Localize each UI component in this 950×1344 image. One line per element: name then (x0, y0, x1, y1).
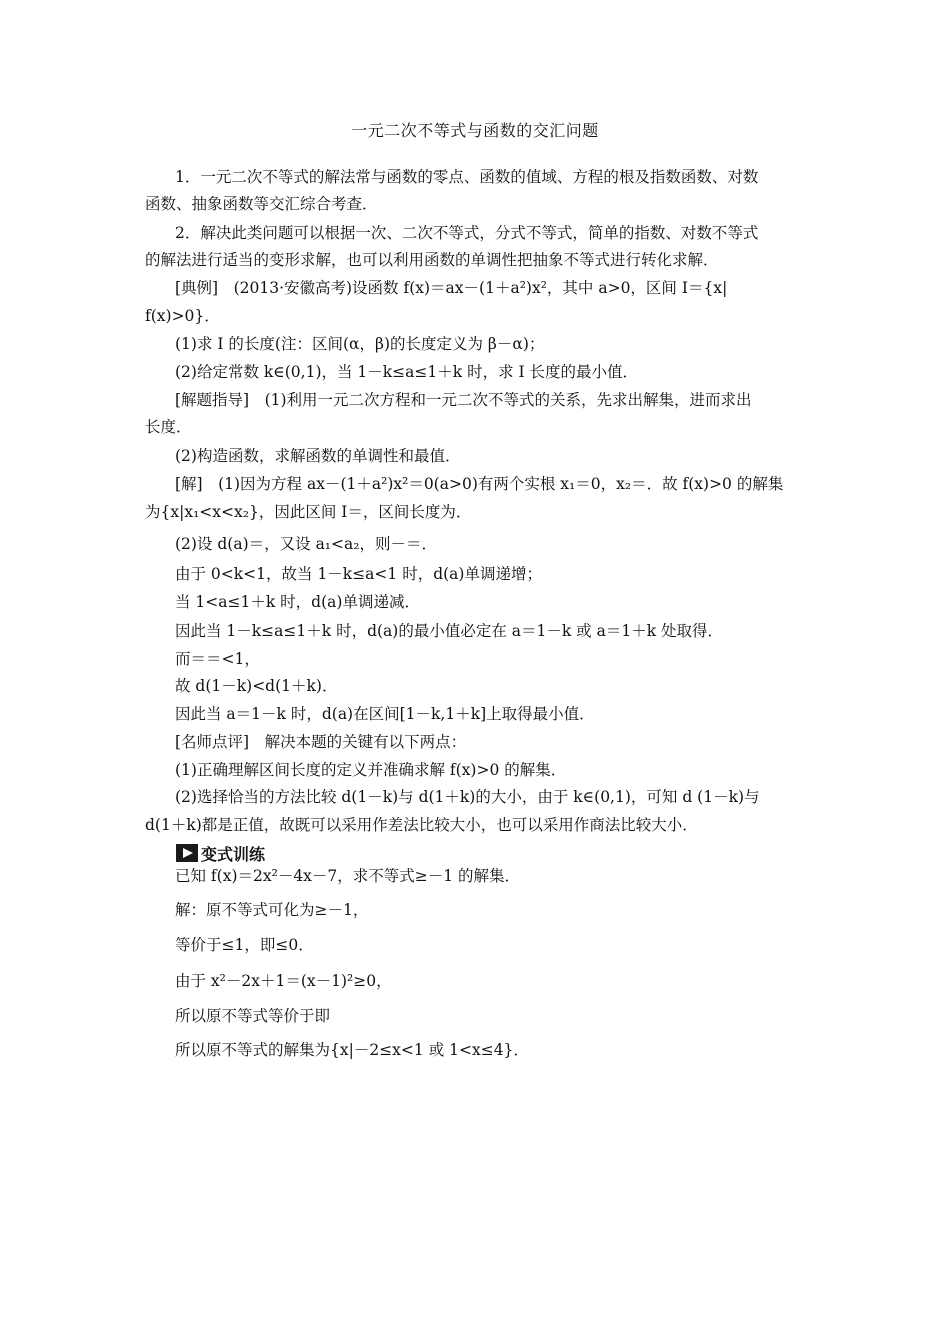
play-triangle-icon (176, 844, 198, 862)
text-line: 函数、抽象函数等交汇综合考查． (145, 195, 378, 213)
page-title: 一元二次不等式与函数的交汇问题 (351, 121, 599, 140)
text-line: 已知 f(x)＝2x²－4x－7，求不等式≥－1 的解集． (175, 867, 521, 885)
text-line: 2．解决此类问题可以根据一次、二次不等式，分式不等式，简单的指数、对数不等式 (175, 224, 759, 242)
exercise-heading-label: 变式训练 (201, 844, 266, 864)
text-line: 为{x|x₁<x<x₂}，因此区间 I＝，区间长度为． (145, 503, 472, 521)
text-line: 故 d(1－k)<d(1＋k)． (175, 677, 338, 695)
text-line: 1．一元二次不等式的解法常与函数的零点、函数的值域、方程的根及指数函数、对数 (175, 168, 759, 186)
exercise-heading (176, 843, 265, 863)
text-line: (2)给定常数 k∈(0,1)，当 1－k≤a≤1＋k 时，求 I 长度的最小值． (175, 363, 639, 381)
text-line: [名师点评] 解决本题的关键有以下两点： (175, 733, 467, 751)
text-line: 由于 x²－2x＋1＝(x－1)²≥0， (175, 972, 392, 990)
text-line: 当 1<a≤1＋k 时，d(a)单调递减． (175, 593, 420, 611)
text-line: 等价于≤1，即≤0． (175, 936, 314, 954)
text-line: 由于 0<k<1，故当 1－k≤a<1 时，d(a)单调递增； (175, 565, 542, 583)
text-line: [解] (1)因为方程 ax－(1＋a²)x²＝0(a>0)有两个实根 x₁＝0，x₂＝．故 f(x)>0 的解集 (175, 475, 784, 493)
text-line: [解题指导] (1)利用一元二次方程和一元二次不等式的关系，先求出解集，进而求出 (175, 391, 752, 409)
text-line: (1)求 I 的长度(注：区间(α，β)的长度定义为 β－α)； (175, 335, 545, 353)
text-line: 所以原不等式的解集为{x|－2≤x<1 或 1<x≤4}． (175, 1041, 529, 1059)
text-line: 长度． (145, 418, 192, 436)
text-line: f(x)>0}． (145, 307, 220, 325)
text-line: 因此当 1－k≤a≤1＋k 时，d(a)的最小值必定在 a＝1－k 或 a＝1＋k 处取得． (175, 622, 724, 640)
text-line: (1)正确理解区间长度的定义并准确求解 f(x)>0 的解集． (175, 761, 567, 779)
text-line: (2)设 d(a)＝，又设 a₁<a₂，则－＝． (175, 535, 437, 553)
text-line: d(1＋k)都是正值，故既可以采用作差法比较大小，也可以采用作商法比较大小． (145, 816, 698, 834)
text-line: (2)选择恰当的方法比较 d(1－k)与 d(1＋k)的大小，由于 k∈(0,1)，可知 d (1－k)与 (175, 788, 760, 806)
text-line: 因此当 a＝1－k 时，d(a)在区间[1－k,1＋k]上取得最小值． (175, 705, 595, 723)
text-line: 所以原不等式等价于即 (175, 1007, 331, 1025)
text-line: [典例] (2013·安徽高考)设函数 f(x)＝ax－(1＋a²)x²，其中 a>0，区间 I＝{x| (175, 279, 728, 297)
text-line: 而＝＝<1， (175, 650, 260, 668)
text-line: (2)构造函数，求解函数的单调性和最值． (175, 447, 461, 465)
text-line: 解：原不等式可化为≥－1， (175, 901, 369, 919)
text-line: 的解法进行适当的变形求解，也可以利用函数的单调性把抽象不等式进行转化求解． (145, 251, 719, 269)
